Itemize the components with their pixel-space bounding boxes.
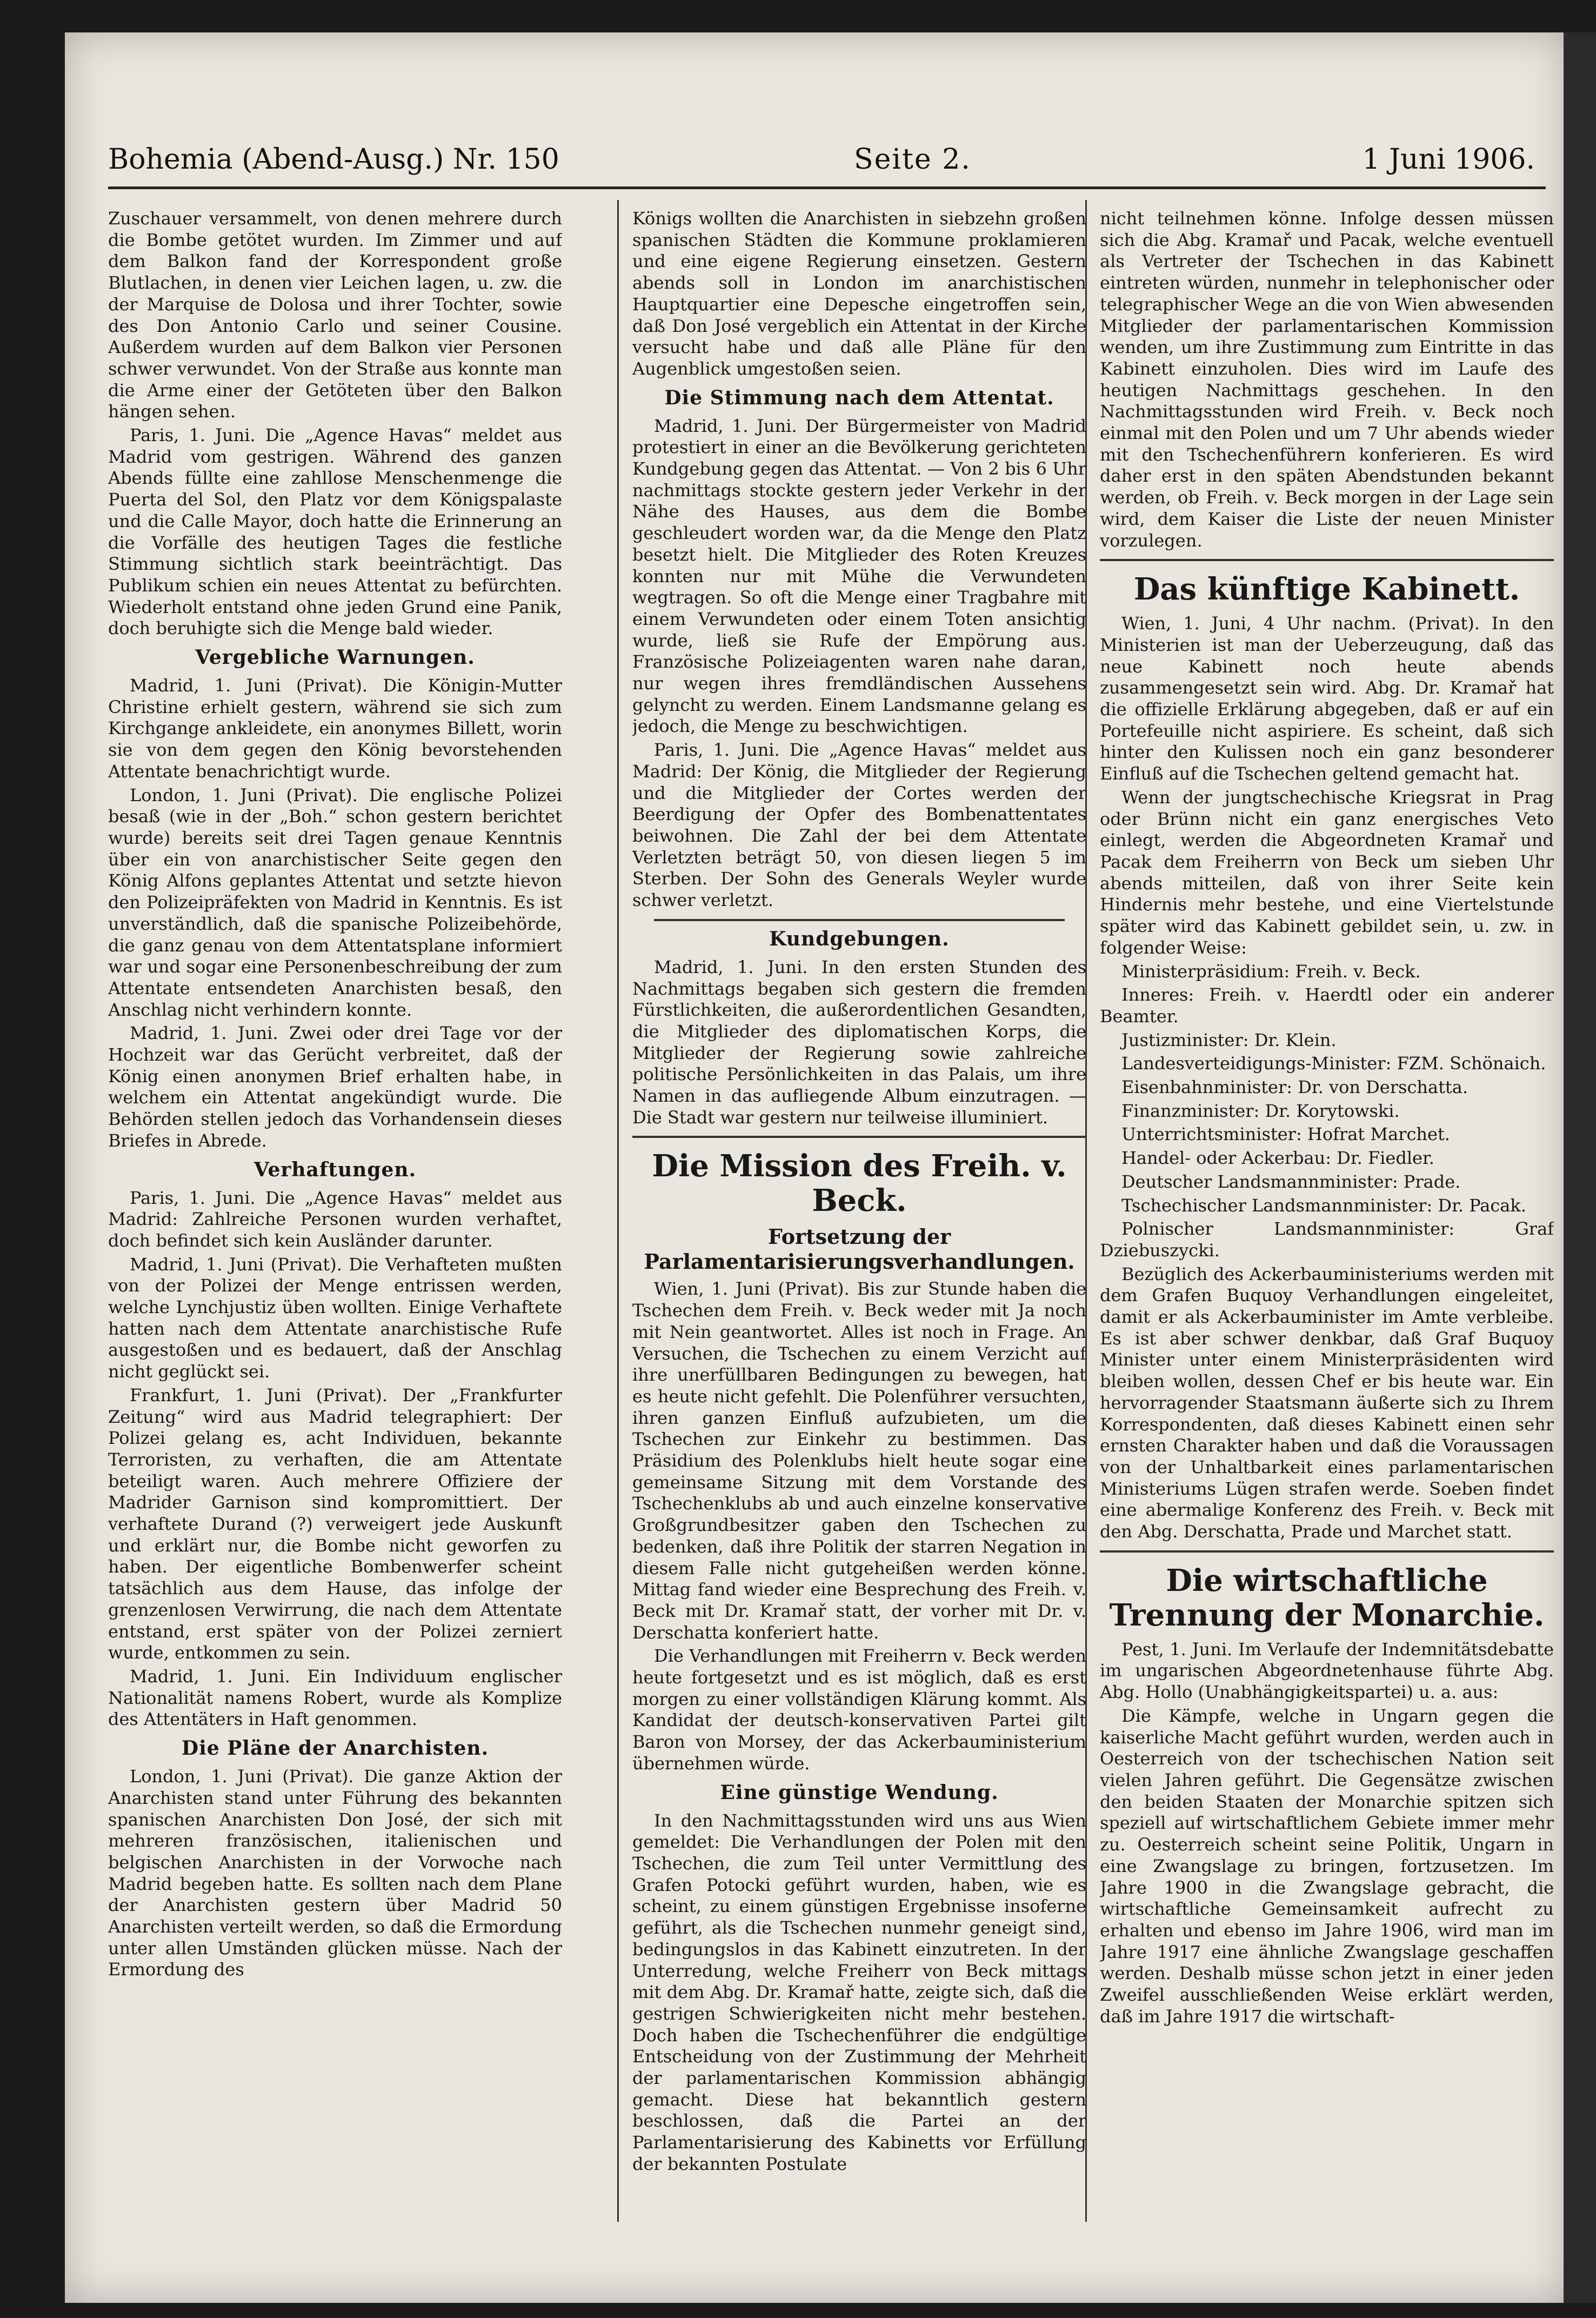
- article-headline: Die wirtschaftliche Trennung der Monarchie.: [1109, 1562, 1545, 1633]
- paragraph: Frankfurt, 1. Juni (Privat). Der „Frankfurter Zeitung“ wird aus Madrid telegraphiert: Der Polizei gelang es, acht Individuen, bekannte Terroristen, zu verhaften, die am Attentate beteiligt waren. Auch mehrere Offiziere der Madrider Garnison sind kompromittiert. Der verhaftete Durand (?) verweigert jede Auskunft und erklärt nur, die Bombe nicht geworfen zu haben. Der eigentliche Bombenwerfer scheint tatsächlich aus dem Hause, das infolge der grenzenlosen Verwirrung, die nach dem Attentate entstand, erst später von der Polizei zerniert wurde, entkommen zu sein.: [108, 1384, 562, 1663]
- paragraph: Madrid, 1. Juni. Ein Individuum englischer Nationalität namens Robert, wurde als Komplize des Attentäters in Haft genommen.: [108, 1666, 562, 1730]
- section-heading: Kundgebungen.: [769, 927, 950, 950]
- column-3: [1100, 208, 1554, 2214]
- paragraph: London, 1. Juni (Privat). Die ganze Aktion der Anarchisten stand unter Führung des bekannten spanischen Anarchisten Don José, der sich mit mehreren französischen, italienischen und belgischen Anarchisten in der Vorwoche nach Madrid begeben hatte. Es sollten nach dem Plane der Anarchisten gestern über Madrid 50 Anarchisten verteilt werden, so daß die Ermordung unter allen Umständen glücken müsse. Nach der Ermordung des: [108, 1766, 562, 1980]
- paragraph: Paris, 1. Juni. Die „Agence Havas“ meldet aus Madrid vom gestrigen. Während des ganzen Abends füllte eine zahllose Menschenmenge die Puerta del Sol, den Platz vor dem Königspalaste und die Calle Mayor, doch hatte die Erinnerung an die Vorfälle des heutigen Tages die festliche Stimmung sichtlich stark beeinträchtigt. Das Publikum schien ein neues Attentat zu befürchten. Wiederholt entstand ohne jeden Grund eine Panik, doch beruhigte sich die Menge bald wieder.: [108, 425, 562, 639]
- paragraph: Die Kämpfe, welche in Ungarn gegen die kaiserliche Macht geführt wurden, werden auch in Oesterreich von der tschechischen Nation seit vielen Jahren geführt. Die Gegensätze zwischen den beiden Staaten der Monarchie spitzen sich speziell auf wirtschaftlichem Gebiete immer mehr zu. Oesterreich scheint seine Politik, Ungarn in eine Zwangslage zu bringen, fortzusetzen. Im Jahre 1900 in die Zwangslage gebracht, die wirtschaftliche Gemeinsamkeit aufrecht zu erhalten und ebenso im Jahre 1906, wird man im Jahre 1917 eine ähnliche Zwangslage geschaffen werden. Deshalb müsse schon jetzt in einer jeden Zweifel ausschließenden Weise erklärt werden, daß im Jahre 1917 die wirtschaft-: [1100, 1705, 1554, 2027]
- paragraph: Pest, 1. Juni. Im Verlaufe der Indemnitätsdebatte im ungarischen Abgeordnetenhause führte Abg. Abg. Hollo (Unabhängigkeitspartei) u. a. aus:: [1100, 1638, 1554, 1703]
- issue-date: 1 Juni 1906.: [1362, 143, 1535, 176]
- section-heading: Eine günstige Wendung.: [720, 1781, 999, 1804]
- cabinet-list-item: Polnischer Landsmannminister: Graf Dziebuszycki.: [1100, 1218, 1554, 1261]
- paragraph: Zuschauer versammelt, von denen mehrere durch die Bombe getötet wurden. Im Zimmer und auf dem Balkon fand der Korrespondent große Blutlachen, in denen vier Leichen lagen, u. zw. die der Marquise de Dolosa und ihrer Tochter, sowie des Don Antonio Carlo und seiner Cousine. Außerdem wurden auf dem Balkon vier Personen schwer verwundet. Von der Straße aus konnte man die Arme einer der Getöteten über den Balkon hängen sehen.: [108, 208, 562, 422]
- article-headline: Die Mission des Freih. v. Beck.: [652, 1148, 1067, 1219]
- paragraph: Die Verhandlungen mit Freiherrn v. Beck werden heute fortgesetzt und es ist möglich, daß es erst morgen zu einer vollständigen Klärung kommt. Als Kandidat der deutsch-konservativen Partei gilt Baron von Morsey, der das Ackerbauministerium übernehmen würde.: [632, 1646, 1086, 1774]
- paragraph: Wien, 1. Juni (Privat). Bis zur Stunde haben die Tschechen dem Freih. v. Beck weder mit Ja noch mit Nein geantwortet. Alles ist noch in Frage. An Versuchen, die Tschechen zu einem Verzicht auf ihre unerfüllbaren Bedingungen zu bewegen, hat es heute nicht gefehlt. Die Polenführer versuchten, ihren ganzen Einfluß aufzubieten, um die Tschechen zur Einkehr zu bestimmen. Das Präsidium des Polenklubs hielt heute sogar eine gemeinsame Sitzung mit dem Vorstande des Tschechenklubs ab und auch einzelne konservative Großgrundbesitzer gaben den Tschechen zu bedenken, daß ihre Politik der starren Negation in diesem Falle nicht gutgeheißen werden könne. Mittag fand wieder eine Besprechung des Freih. v. Beck mit Dr. Kramař statt, der vorher mit Dr. v. Derschatta konferiert hatte.: [632, 1278, 1086, 1643]
- column-rule: [617, 200, 619, 2222]
- cabinet-list-item: Tschechischer Landsmannminister: Dr. Pacak.: [1121, 1195, 1526, 1216]
- column-1: [108, 208, 562, 2214]
- page-number: Seite 2.: [854, 143, 971, 176]
- paragraph: Königs wollten die Anarchisten in siebzehn großen spanischen Städten die Kommune proklamieren und eine eigene Regierung einsetzen. Gestern abends soll in London im anarchistischen Hauptquartier eine Depesche eingetroffen sein, daß Don José vergeblich ein Attentat in der Kirche versucht habe und daß alle Pläne für den Augenblick umgestoßen seien.: [632, 208, 1086, 379]
- separator: [654, 919, 1065, 921]
- paragraph: Madrid, 1. Juni. Der Bürgermeister von Madrid protestiert in einer an die Bevölkerung gerichteten Kundgebung gegen das Attentat. — Von 2 bis 6 Uhr nachmittags stockte gestern jeder Verkehr in der Nähe des Hauses, aus dem die Bombe geschleudert worden war, da die Menge den Platz besetzt hielt. Die Mitglieder des Roten Kreuzes konnten nur mit Mühe die Verwundeten wegtragen. So oft die Menge einer Tragbahre mit einem Verwundeten oder einem Toten ansichtig wurde, ließ sie Rufe der Empörung aus. Französische Polizeiagenten waren nahe daran, nur wegen ihres fremdländischen Aussehens gelyncht zu werden. Einem Landsmanne gelang es jedoch, die Menge zu beschwichtigen.: [632, 415, 1086, 737]
- paragraph: London, 1. Juni (Privat). Die englische Polizei besaß (wie in der „Boh.“ schon gestern berichtet wurde) bereits seit drei Tagen genaue Kenntnis über ein von anarchistischer Seite gegen den König Alfons geplantes Attentat und setzte hievon den Polizeipräfekten von Madrid in Kenntnis. Es ist unverständlich, daß die spanische Polizeibehörde, die ganz genau von dem Attentatsplane informiert war und sogar eine Personenbeschreibung der zum Attentate entsendeten Anarchisten besaß, den Anschlag nicht verhindern konnte.: [108, 784, 562, 1020]
- cabinet-list-item: Handel- oder Ackerbau: Dr. Fiedler.: [1121, 1148, 1434, 1169]
- column-2: [632, 208, 1086, 2214]
- cabinet-list-item: Inneres: Freih. v. Haerdtl oder ein anderer Beamter.: [1100, 984, 1554, 1027]
- paragraph: Madrid, 1. Juni (Privat). Die Verhafteten mußten von der Polizei der Menge entrissen werden, welche Lynchjustiz üben wollten. Einige Verhaftete hatten nach dem Attentate anarchistische Rufe ausgestoßen und es bedauert, daß der Anschlag nicht geglückt sei.: [108, 1254, 562, 1382]
- cabinet-list-item: Finanzminister: Dr. Korytowski.: [1121, 1100, 1400, 1121]
- article-headline: Das künftige Kabinett.: [1133, 571, 1520, 608]
- section-heading: Die Stimmung nach dem Attentat.: [664, 386, 1054, 409]
- paragraph: Madrid, 1. Juni. Zwei oder drei Tage vor der Hochzeit war das Gerücht verbreitet, daß der König einen anonymen Brief erhalten habe, in welchem ein Attentat angekündigt wurde. Die Behörden stellen jedoch das Vorhandensein dieses Briefes in Abrede.: [108, 1023, 562, 1151]
- article-subheadline: Fortsetzung der Parlamentarisierungsverhandlungen.: [644, 1224, 1075, 1274]
- separator: [1100, 1550, 1554, 1553]
- section-heading: Vergebliche Warnungen.: [195, 646, 475, 669]
- separator: [1100, 559, 1554, 561]
- paragraph: Paris, 1. Juni. Die „Agence Havas“ meldet aus Madrid: Zahlreiche Personen wurden verhaftet, doch befindet sich kein Ausländer darunter.: [108, 1187, 562, 1251]
- cabinet-list-item: Deutscher Landsmannminister: Prade.: [1121, 1171, 1461, 1192]
- cabinet-list-item: Ministerpräsidium: Freih. v. Beck.: [1121, 961, 1421, 982]
- paragraph: Madrid, 1. Juni (Privat). Die Königin-Mutter Christine erhielt gestern, während sie sich zum Kirchgange ankleidete, ein anonymes Billett, worin sie von dem gegen den König bevorstehenden Attentate benachrichtigt wurde.: [108, 675, 562, 782]
- cabinet-list-item: Justizminister: Dr. Klein.: [1121, 1029, 1337, 1050]
- cabinet-list-item: Landesverteidigungs-Minister: FZM. Schönaich.: [1121, 1053, 1546, 1074]
- paragraph: Madrid, 1. Juni. In den ersten Stunden des Nachmittags begaben sich gestern die fremden Fürstlichkeiten, die außerordentlichen Gesandten, die Mitglieder des diplomatischen Korps, die Mitglieder der Regierung sowie zahlreiche politische Persönlichkeiten in das Palais, um ihre Namen in das aufliegende Album einzutragen. — Die Stadt war gestern nur teilweise illuminiert.: [632, 956, 1086, 1128]
- paragraph: Paris, 1. Juni. Die „Agence Havas“ meldet aus Madrid: Der König, die Mitglieder der Regierung und die Mitglieder der Cortes werden der Beerdigung der Opfer des Bombenattentates beiwohnen. Die Zahl der bei dem Attentate Verletzten beträgt 50, von diesen liegen 5 im Sterben. Der Sohn des Generals Weyler wurde schwer verletzt.: [632, 740, 1086, 911]
- cabinet-list-item: Eisenbahnminister: Dr. von Derschatta.: [1121, 1077, 1468, 1098]
- cabinet-list-item: Unterrichtsminister: Hofrat Marchet.: [1121, 1124, 1450, 1145]
- paragraph: Bezüglich des Ackerbauministeriums werden mit dem Grafen Buquoy Verhandlungen eingeleitet, damit er als Ackerbauminister im Amte verbleibe. Es ist aber schwer denkbar, daß Graf Buquoy Minister unter einem Ministerpräsidenten wird bleiben wollen, dessen Chef er bis heute war. Ein hervorragender Staatsmann äußerte sich zu Ihrem Korrespondenten, daß dieses Kabinett einen sehr ernsten Charakter haben und daß die Voraussagen von der Unhaltbarkeit eines parlamentarischen Ministeriums Lügen strafen werde. Soeben findet eine abermalige Konferenz des Freih. v. Beck mit den Abg. Derschatta, Prade und Marchet statt.: [1100, 1263, 1554, 1542]
- paragraph: Wenn der jungtschechische Kriegsrat in Prag oder Brünn nicht ein ganz energisches Veto einlegt, werden die Abgeordneten Kramař und Pacak dem Freiherrn von Beck um sieben Uhr abends mitteilen, daß von ihrer Seite kein Hindernis mehr bestehe, und eine Viertelstunde später wird das Kabinett gebildet sein, u. zw. in folgender Weise:: [1100, 787, 1554, 958]
- section-heading: Die Pläne der Anarchisten.: [181, 1737, 489, 1760]
- section-heading: Verhaftungen.: [253, 1158, 417, 1181]
- separator: [632, 1136, 1086, 1138]
- paragraph: In den Nachmittagsstunden wird uns aus Wien gemeldet: Die Verhandlungen der Polen mit den Tschechen, die zum Teil unter Vermittlung des Grafen Potocki geführt wurden, haben, wie es scheint, zu einem günstigen Ergebnisse insoferne geführt, als die Tschechen nunmehr geneigt sind, bedingungslos in das Kabinett einzutreten. In der Unterredung, welche Freiherr von Beck mittags mit dem Abg. Dr. Kramař hatte, zeigte sich, daß die gestrigen Schwierigkeiten nicht mehr bestehen. Doch haben die Tschechenführer die endgültige Entscheidung von der Zustimmung der Mehrheit der parlamentarischen Kommission abhängig gemacht. Diese hat bekanntlich gestern beschlossen, daß die Partei an der Parlamentarisierung des Kabinetts vor Erfüllung der bekannten Postulate: [632, 1810, 1086, 2174]
- paragraph: Wien, 1. Juni, 4 Uhr nachm. (Privat). In den Ministerien ist man der Ueberzeugung, daß das neue Kabinett noch heute abends zusammengesetzt sein wird. Abg. Dr. Kramař hat die offizielle Erklärung abgegeben, daß er auf ein Portefeuille nicht aspiriere. Es scheint, daß sich hinter den Kulissen noch ein ganz besonderer Einfluß auf die Tschechen geltend gemacht hat.: [1100, 613, 1554, 784]
- masthead: Bohemia (Abend-Ausg.) Nr. 150: [108, 143, 559, 176]
- page-header: [108, 127, 1546, 189]
- paragraph: nicht teilnehmen könne. Infolge dessen müssen sich die Abg. Kramař und Pacak, welche eventuell als Vertreter der Tschechen in das Kabinett eintreten würden, nunmehr in telephonischer oder telegraphischer Wege an die von Wien abwesenden Mitglieder der parlamentarischen Kommission wenden, um ihre Zustimmung zum Eintritte in das Kabinett einzuholen. Dies wird im Laufe des heutigen Nachmittags geschehen. In den Nachmittagsstunden wird Freih. v. Beck noch einmal mit den Polen und um 7 Uhr abends wieder mit den Tschechenführern konferieren. Es wird daher erst in den späten Abendstunden bekannt werden, ob Freih. v. Beck morgen in der Lage sein wird, dem Kaiser die Liste der neuen Minister vorzulegen.: [1100, 208, 1554, 551]
- scan-edge: [1564, 32, 1596, 2303]
